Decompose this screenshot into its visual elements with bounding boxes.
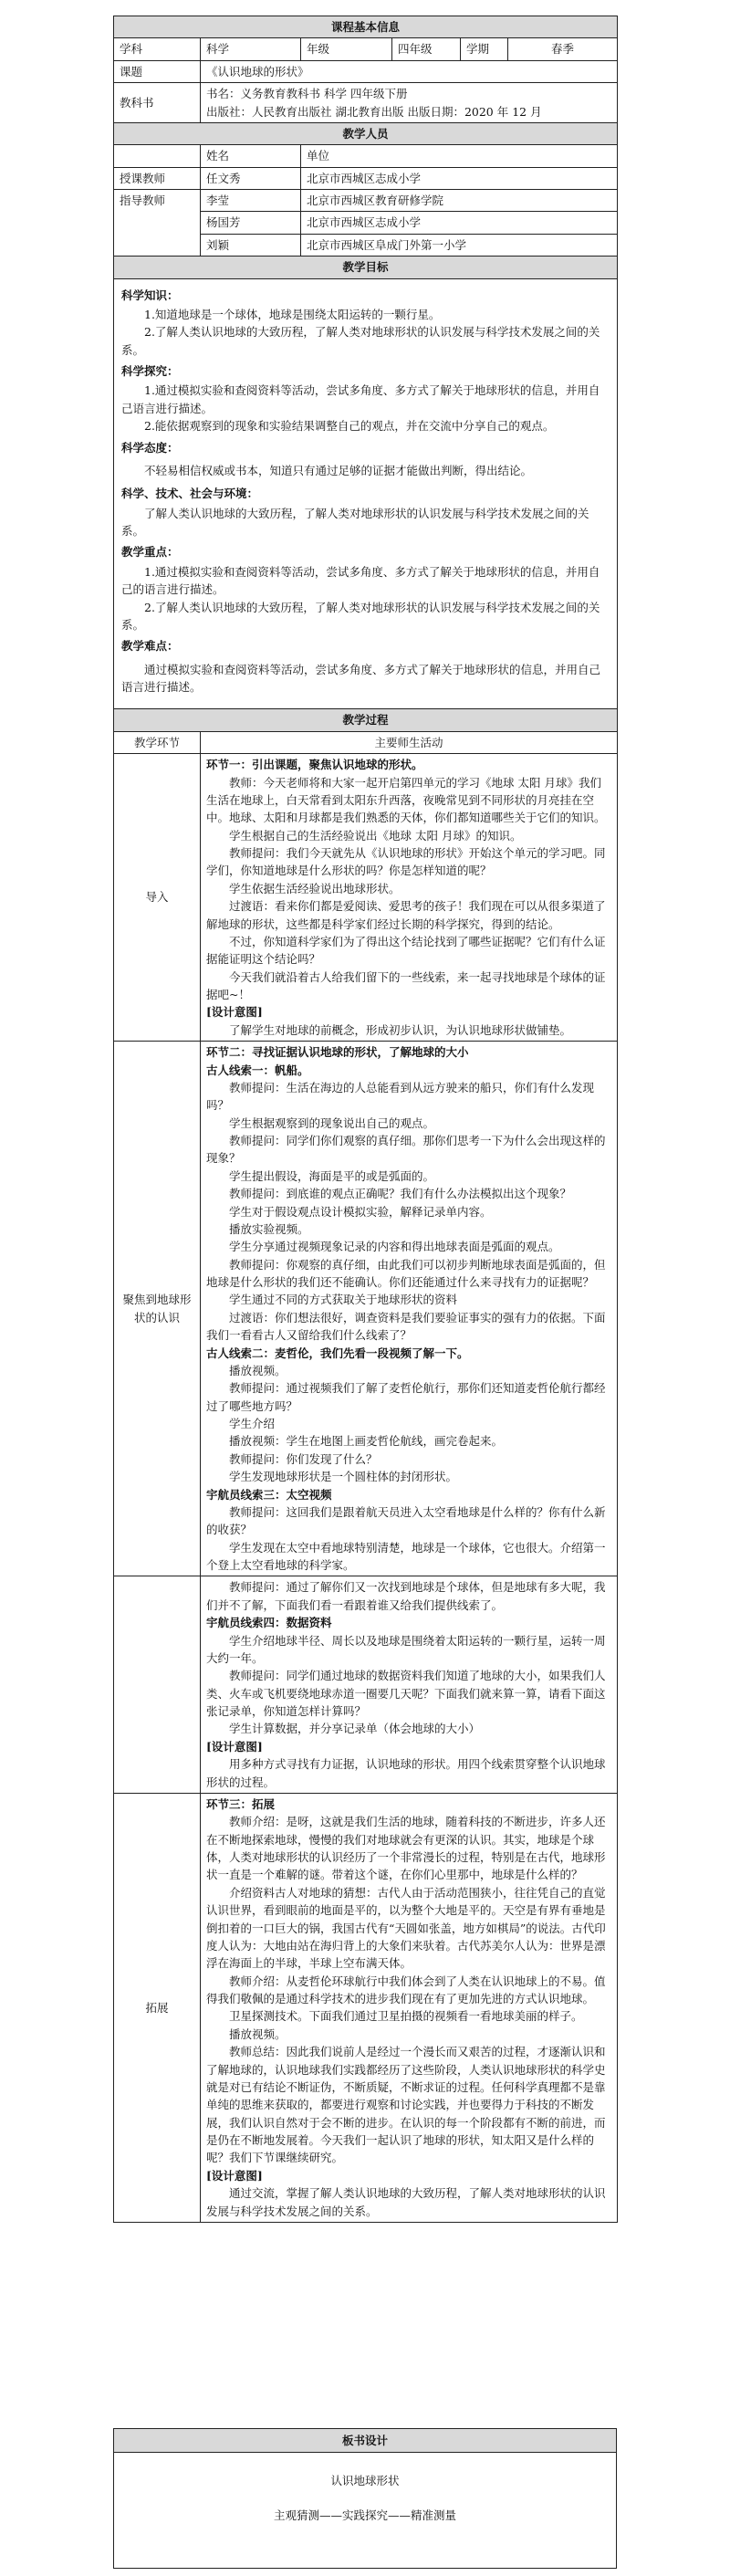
term-label: 学期: [461, 38, 508, 60]
design-intent-heading: [设计意图]: [206, 2168, 263, 2183]
staff-unit: 北京市西城区阜成门外第一小学: [301, 234, 618, 256]
step-heading: 环节一：引出课题，聚焦认识地球的形状。: [206, 758, 423, 772]
staff-unit: 北京市西城区志成小学: [301, 212, 618, 234]
goal-item: 1.通过模拟实验和查阅资料等活动，尝试多角度、多方式了解关于地球形状的信息，并用自己语言进行描述。: [121, 383, 600, 415]
goal-item: 通过模拟实验和查阅资料等活动，尝试多角度、多方式了解关于地球形状的信息，并用自己语言进行描述。: [121, 662, 601, 694]
paragraph: 学生介绍: [229, 1417, 276, 1430]
clue-heading: 宇航员线索三：太空视频: [206, 1487, 332, 1502]
paragraph: 学生通过不同的方式获取关于地球形状的资料: [229, 1293, 458, 1307]
paragraph: 学生计算数据，并分享记录单（体会地球的大小）: [229, 1722, 481, 1736]
paragraph: 学生根据观察到的现象说出自己的观点。: [229, 1115, 435, 1130]
goal-item: 不轻易相信权威或书本，知道只有通过足够的证据才能做出判断，得出结论。: [144, 463, 533, 477]
goal-item: 1.通过模拟实验和查阅资料等活动，尝试多角度、多方式了解关于地球形状的信息，并用自己的语言进行描述。: [121, 564, 600, 597]
board-design-table: [113, 2428, 617, 2569]
lesson-plan-table: [113, 16, 618, 2223]
staff-col-name: 姓名: [201, 145, 301, 167]
paragraph: 学生介绍地球半径、周长以及地球是围绕着太阳运转的一颗行星，运转一周大约一年。: [206, 1633, 606, 1665]
clue-heading: 古人线索一：帆船。: [206, 1063, 309, 1077]
subject-label: 学科: [114, 38, 201, 60]
design-intent-heading: [设计意图]: [206, 1005, 263, 1020]
lecturer-label: 授课教师: [114, 167, 201, 189]
paragraph: 卫星探测技术。下面我们通过卫星拍摄的视频看一看地球美丽的样子。: [229, 2009, 583, 2024]
paragraph: 教师提问：到底谁的观点正确呢？我们有什么办法模拟出这个现象？: [229, 1187, 572, 1201]
design-intent: 通过交流，掌握了解人类认识地球的大致历程，了解人类对地球形状的认识发展与科学技术发展之间的关系。: [206, 2186, 606, 2218]
step-heading: 环节三：拓展: [206, 1796, 276, 1811]
paragraph: 播放视频。: [229, 2026, 287, 2041]
board-line-1: 认识地球形状: [330, 2474, 400, 2488]
textbook-value: [201, 83, 618, 123]
paragraph: 介绍资料古人对地球的猜想：古代人由于活动范围狭小，往往凭自己的直觉认识世界，看到眼前的地面是平的，以为整个大地是平的。天空是有界有垂地是倒扣着的一口巨大的锅，我国古代有“天圆如张盖，地方如棋局”的说法。古代印度人认为：大地由站在海归背上的大象们来驮着。古代苏美尔人认为：世界是漂浮在海面上的半球，半球上空布满天体。: [206, 1885, 606, 1971]
staff-name: 刘颖: [201, 234, 301, 256]
staff-unit: 北京市西城区教育研修学院: [301, 190, 618, 212]
staff-unit: 北京市西城区志成小学: [301, 167, 618, 189]
paragraph: 教师提问：通过视频我们了解了麦哲伦航行，那你们还知道麦哲伦航行都经过了哪些地方吗？: [206, 1381, 606, 1413]
grade-value: 四年级: [392, 38, 461, 60]
paragraph: 学生对于假设观点设计模拟实验，解释记录单内容。: [229, 1204, 492, 1219]
paragraph: 教师提问：这回我们是跟着航天员进入太空看地球是什么样的？你有什么新的收获？: [206, 1504, 606, 1537]
paragraph: 教师总结：因此我们说前人是经过一个漫长而又艰苦的过程，才逐渐认识和了解地球的，认识地球我们实践都经历了这些阶段，人类认识地球形状的科学史就是对已有结论不断证伪，不断质疑，不断求证的过程。任何科学真理都不是靠单纯的思维来获取的，都要进行观察和讨论实践，并也要得力于科技的不断发展，我们认识自然对于会不断的进步。在认识的每一个阶段都有不断的前进，而是仍在不断地发展着。今天我们一起认识了地球的形状，知太阳又是什么样的呢？我们下节课继续研究。: [206, 2045, 606, 2165]
goal-item: 2.了解人类认识地球的大致历程，了解人类对地球形状的认识发展与科学技术发展之间的关系。: [121, 600, 600, 632]
staff-name: 任文秀: [201, 167, 301, 189]
paragraph: 教师提问：你观察的真仔细，由此我们可以初步判断地球表面是弧面的，但地球是什么形状的我们还不能确认。你们还能通过什么来寻找有力的证据呢？: [206, 1257, 606, 1289]
goal-item: 了解人类认识地球的大致历程，了解人类对地球形状的认识发展与科学技术发展之间的关系。: [121, 506, 589, 538]
inquiry-heading: 科学探究：: [121, 364, 179, 378]
paragraph: 教师提问：你们发现了什么？: [229, 1451, 378, 1466]
paragraph: 教师介绍：从麦哲伦环球航行中我们体会到了人类在认识地球上的不易。值得我们敬佩的是通过科学技术的进步我们现在有了更加先进的方式认识地球。: [206, 1974, 606, 2005]
attitude-heading: 科学态度：: [121, 440, 179, 455]
goal-item: 2.了解人类认识地球的大致历程，了解人类对地球形状的认识发展与科学技术发展之间的关系。: [121, 325, 600, 357]
staff-header: 教学人员: [114, 122, 618, 144]
paragraph: 教师介绍：是呀，这就是我们生活的地球，随着科技的不断进步，许多人还在不断地探索地球，慢慢的我们对地球就会有更深的认识。其实，地球是个球体，人类对地球形状的认识经历了一个非常漫长的过程，特别是在古代，地球形状一直是一个难解的谜。带着这个谜，在你们心里那中，地球是什么样的？: [206, 1815, 606, 1882]
grade-label: 年级: [301, 38, 392, 60]
staff-name: 李莹: [201, 190, 301, 212]
paragraph: 学生根据自己的生活经验说出《地球 太阳 月球》的知识。: [229, 828, 522, 843]
difficult-heading: 教学难点：: [121, 639, 179, 654]
knowledge-heading: 科学知识：: [121, 288, 179, 302]
staff-blank: [114, 145, 201, 167]
goal-item: 2.能依据观察到的现象和实验结果调整自己的观点，并在交流中分享自己的观点。: [144, 419, 555, 434]
design-intent-heading: [设计意图]: [206, 1739, 263, 1754]
stage-extension-content: [201, 1793, 618, 2222]
stage-intro-content: [201, 754, 618, 1042]
paragraph: 教师提问：同学们你们观察的真仔细。那你们思考一下为什么会出现这样的现象？: [206, 1134, 606, 1166]
clue-heading: 古人线索二：麦哲伦，我们先看一段视频了解一下。: [206, 1346, 469, 1360]
term-value: 春季: [508, 38, 618, 60]
paragraph: 过渡语：看来你们都是爱阅读、爱思考的孩子！我们现在可以从很多渠道了解地球的形状，这些都是科学家们经过长期的科学探究，得到的结论。: [206, 899, 606, 931]
paragraph: 教师：今天老师将和大家一起开启第四单元的学习《地球 太阳 月球》我们生活在地球上，白天常看到太阳东升西落，夜晚常见到不同形状的月亮挂在空中。地球、太阳和月球都是我们熟悉的天体，你们都知道哪些关于它们的知识。: [206, 775, 606, 825]
board-header: 板书设计: [114, 2429, 617, 2453]
board-content: [114, 2453, 617, 2569]
paragraph: 教师提问：生活在海边的人总能看到从远方驶来的船只，你们有什么发现吗？: [206, 1080, 595, 1113]
goal-item: 1.知道地球是一个球体，地球是围绕太阳运转的一颗行星。: [144, 307, 441, 321]
process-header: 教学过程: [114, 709, 618, 731]
board-line-2: 主观猜测——实践探究——精准测量: [273, 2508, 456, 2522]
guide-label: 指导教师: [114, 190, 201, 257]
paragraph: 播放视频：学生在地图上画麦哲伦航线，画完卷起来。: [229, 1434, 504, 1449]
topic-label: 课题: [114, 60, 201, 82]
textbook-label: 教科书: [114, 83, 201, 123]
paragraph: 教师提问：我们今天就先从《认识地球的形状》开始这个单元的学习吧。同学们，你知道地球是什么形状的吗？你是怎样知道的呢？: [206, 846, 606, 878]
process-col-stage: 教学环节: [114, 731, 201, 753]
paragraph: 播放实验视频。: [229, 1221, 309, 1236]
stage-explore: 聚焦到地球形状的认识: [114, 1042, 201, 1576]
stage-explore-content: [201, 1042, 618, 1576]
key-heading: 教学重点：: [121, 545, 179, 560]
textbook-line-1: 书名：义务教育教科书 科学 四年级下册: [206, 87, 408, 101]
stage-intro: 导入: [114, 754, 201, 1042]
paragraph: 今天我们就沿着古人给我们留下的一些线索，来一起寻找地球是个球体的证据吧~！: [206, 969, 606, 1001]
paragraph: 不过，你知道科学家们为了得出这个结论找到了哪些证据呢？它们有什么证据能证明这个结论吗？: [206, 934, 606, 967]
basic-info-header: 课程基本信息: [114, 16, 618, 38]
textbook-line-2: 出版社：人民教育出版社 湖北教育出版 出版日期：2020 年 12 月: [206, 104, 542, 119]
paragraph: 学生提出假设，海面是平的或是弧面的。: [229, 1168, 435, 1183]
goals-content: [114, 278, 618, 709]
step-heading: 环节二：寻找证据认识地球的形状，了解地球的大小: [206, 1045, 469, 1060]
paragraph: 学生发现在太空中看地球特别清楚，地球是一个球体，它也很大。介绍第一个登上太空看地球的科学家。: [206, 1540, 606, 1572]
stage-extension: 拓展: [114, 1793, 201, 2222]
sts-heading: 科学、技术、社会与环境：: [121, 487, 259, 501]
goals-header: 教学目标: [114, 257, 618, 278]
clue-heading: 宇航员线索四：数据资料: [206, 1616, 332, 1630]
subject-value: 科学: [201, 38, 301, 60]
paragraph: 过渡语：你们想法很好，调查资料是我们要验证事实的强有力的依据。下面我们一看看古人又留给我们什么线索了？: [206, 1310, 606, 1343]
paragraph: 播放视频。: [229, 1363, 287, 1377]
staff-col-unit: 单位: [301, 145, 618, 167]
stage-explore-cont: [114, 1576, 201, 1794]
design-intent: 用多种方式寻找有力证据，认识地球的形状。用四个线索贯穿整个认识地球形状的过程。: [206, 1757, 606, 1789]
process-col-activity: 主要师生活动: [201, 731, 618, 753]
paragraph: 学生分享通过视频现象记录的内容和得出地球表面是弧面的观点。: [229, 1240, 560, 1254]
staff-name: 杨国芳: [201, 212, 301, 234]
topic-value: 《认识地球的形状》: [201, 60, 618, 82]
design-intent: 了解学生对地球的前概念，形成初步认识，为认识地球形状做铺垫。: [229, 1022, 572, 1037]
stage-explore-content-2: [201, 1576, 618, 1794]
paragraph: 教师提问：通过了解你们又一次找到地球是个球体，但是地球有多大呢，我们并不了解，下面我们看一看跟着谁又给我们提供线索了。: [206, 1580, 606, 1612]
paragraph: 教师提问：同学们通过地球的数据资料我们知道了地球的大小，如果我们人类、火车或飞机要绕地球赤道一圈要几天呢？下面我们就来算一算，请看下面这张记录单，你知道怎样计算吗？: [206, 1669, 606, 1718]
paragraph: 学生发现地球形状是一个圆柱体的封闭形状。: [229, 1470, 458, 1484]
paragraph: 学生依据生活经验说出地球形状。: [229, 881, 401, 895]
